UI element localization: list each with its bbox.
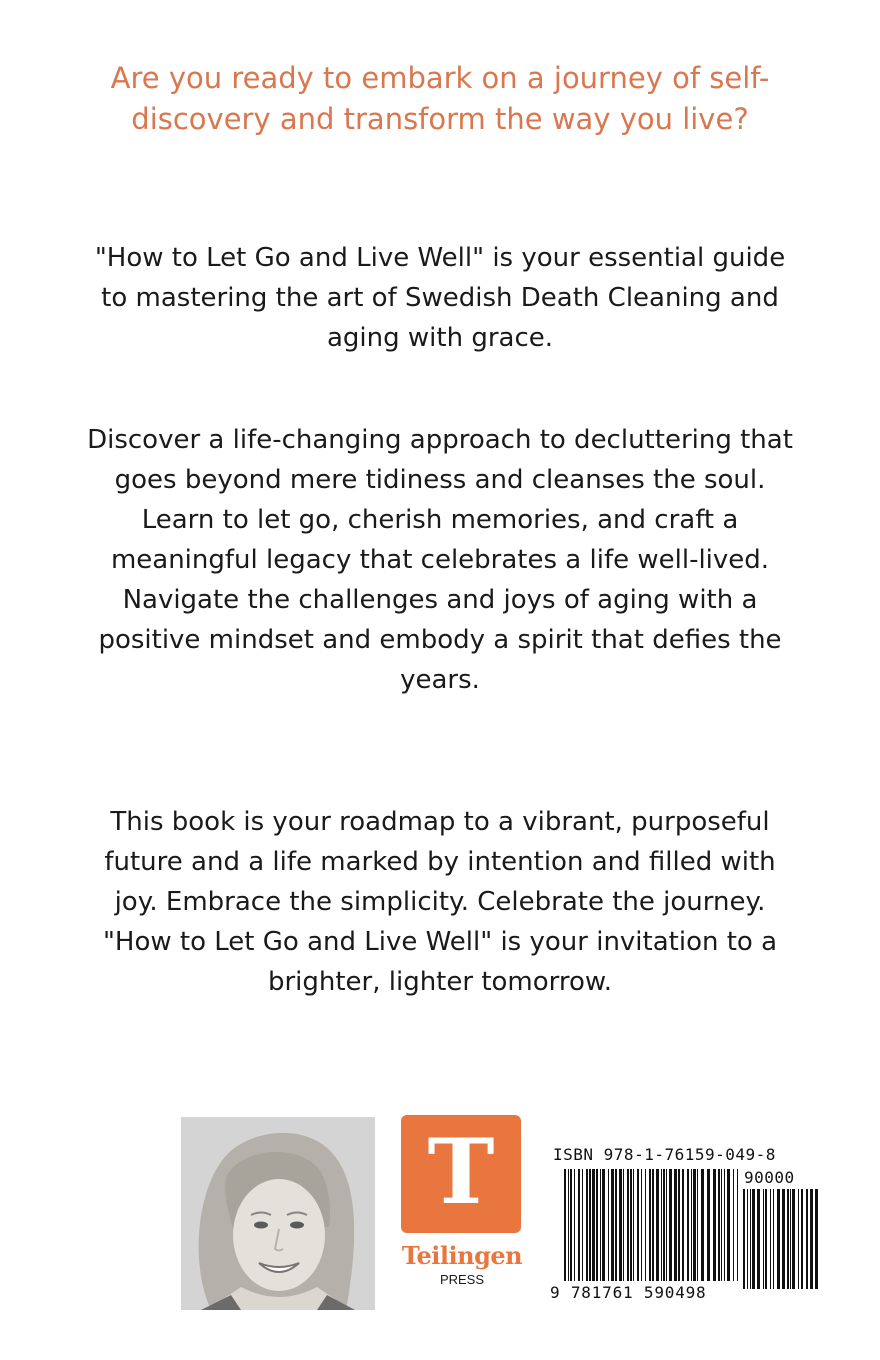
paragraph-intro: "How to Let Go and Live Well" is your essential guide to mastering the art of Swedish Death Cleaning and aging with grace. — [94, 243, 786, 353]
isbn-barcode — [550, 1145, 825, 1305]
barcode-digits: 9 781761 590498 — [550, 1283, 707, 1302]
publisher-logo — [400, 1115, 524, 1295]
isbn-label: ISBN 978-1-76159-049-8 — [553, 1145, 776, 1164]
headline: Are you ready to embark on a journey of self-discovery and transform the way you live? — [110, 61, 770, 136]
paragraph-roadmap: This book is your roadmap to a vibrant, purposeful future and a life marked by intention and filled with joy. Embrace the simplicity. Celebrate the journey. "How to Let Go and Live Well" is your invitation to a brighter, lighter tomorrow. — [102, 807, 778, 997]
ean-barcode-bars — [564, 1169, 740, 1291]
publisher-logo-box — [401, 1115, 521, 1233]
publisher-logo-letter: T — [427, 1119, 495, 1225]
publisher-sub: PRESS — [439, 1272, 485, 1287]
publisher-name: Teilingen — [401, 1241, 523, 1270]
addon-barcode-bars — [743, 1189, 821, 1291]
price-code: 90000 — [744, 1168, 795, 1187]
author-photo — [181, 1117, 375, 1310]
paragraph-discover: Discover a life-changing approach to decluttering that goes beyond mere tidiness and cleanses the soul. Learn to let go, cherish memories, and craft a meaningful legacy that celebrates a life well-lived. Navigate the challenges and joys of aging with a positive mindset and embody a spirit that defies the years. — [87, 425, 793, 695]
